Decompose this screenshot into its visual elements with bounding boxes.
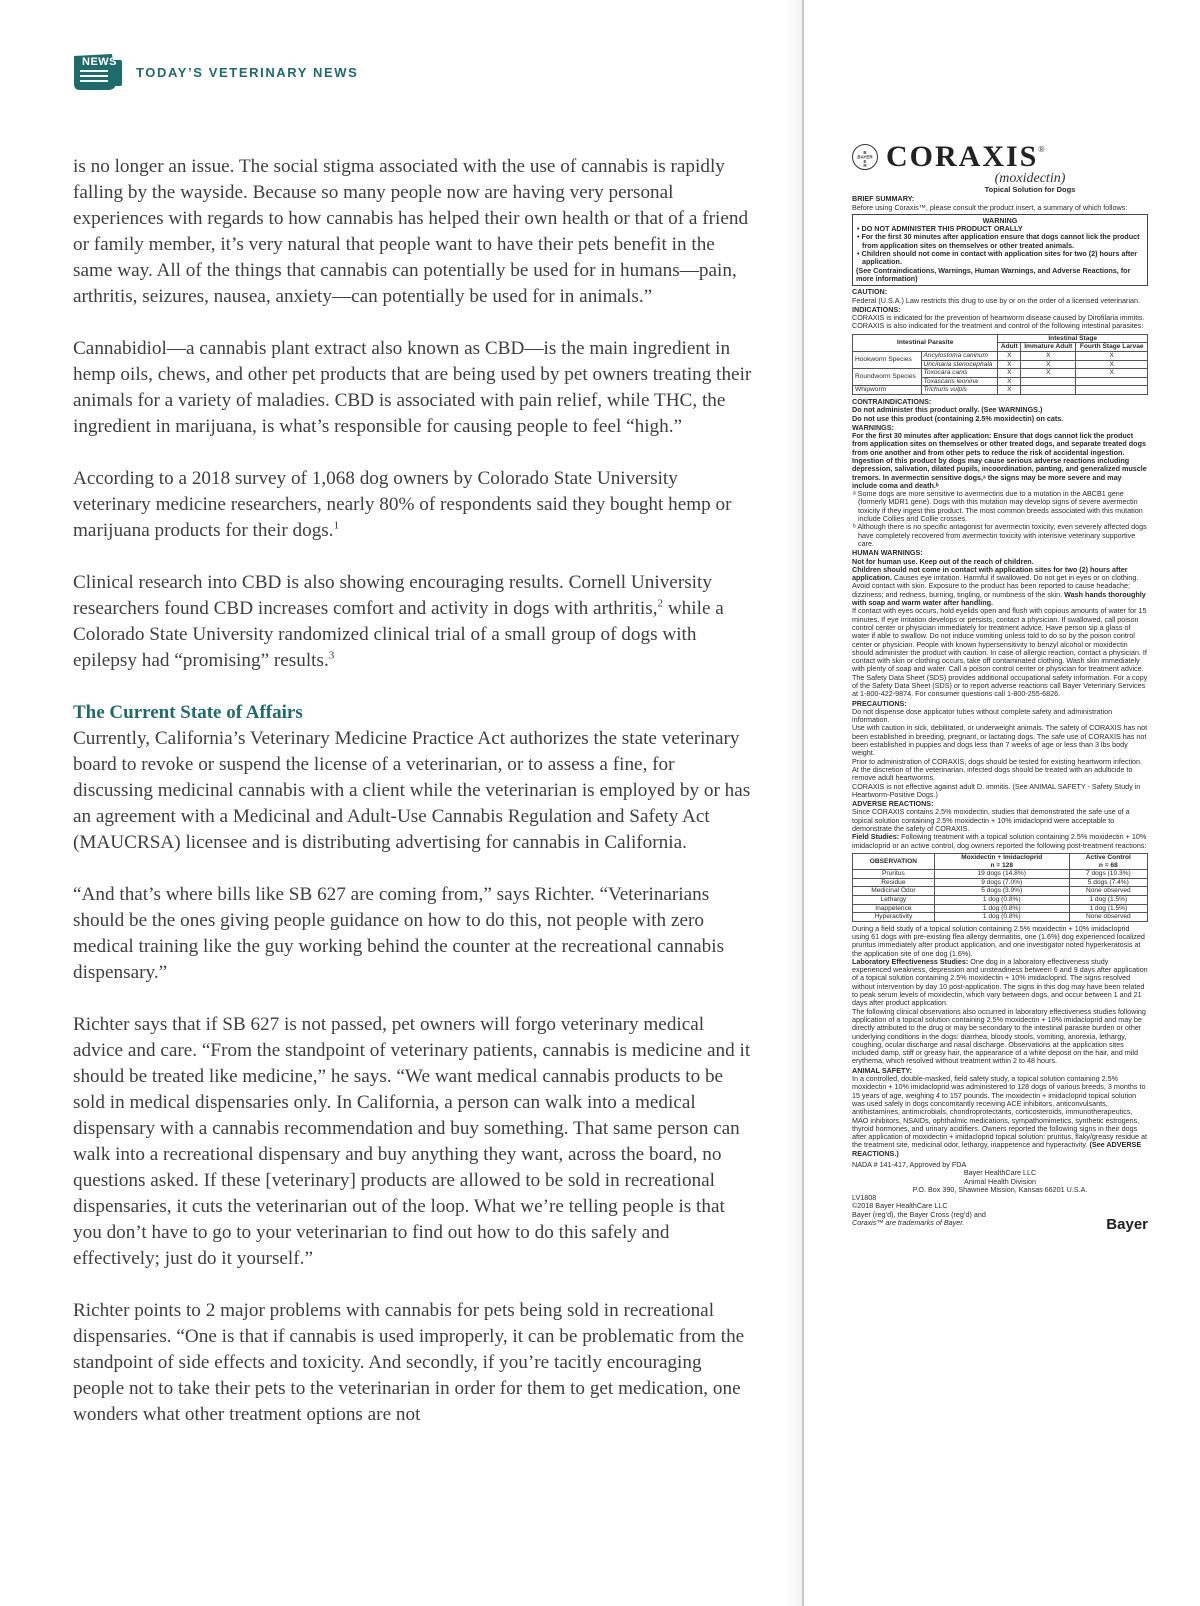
precaution-1: Do not dispense dose applicator tubes without complete safety and administration information. [852,706,1113,725]
address-line-3: P.O. Box 390, Shawnee Mission, Kansas 66201 U.S.A. [912,1184,1088,1194]
svg-text:BAYER: BAYER [857,154,873,160]
observation-header: OBSERVATION [853,853,935,869]
table-cell: X [1076,369,1148,378]
contraindication-2: Do not use this product (containing 2.5% moxidectin) on cats. [852,413,1064,423]
animal-safety-text: In a controlled, double-masked, field safety study, a topical solution containing 2.5% moxidectin + 10% imidacloprid was administered to 128 dogs of various breeds, 3 months to 15 years of age, weighing 4 to 157 pounds. The moxidectin + imidacloprid topical solution was used safely in dogs concomitantly receiving ACE inhibitors, anticonvulsants, antihistamines, antimicrobials, chondroprotectants, corticosteroids, immunotherapeutics, MAO inhibitors, NSAIDs, ophthalmic medications, sympathomimetics, synthetic estrogens, thyroid hormones, and urinary acidifiers. Owners reported the following signs in their dogs after application of moxidectin + imidacloprid topical solution: pruritus, flaky/greasy residue at the treatment site, medicinal odor, lethargy, inappetence and hyperactivity. [852,1074,1148,1150]
table-cell [1076,377,1148,386]
svg-text:E: E [863,159,867,165]
adult-header: Adult [998,343,1021,352]
human-warning-6: The Safety Data Sheet (SDS) provides additional occupational safety information. For a copy of the Safety Data Sheet (SDS) or to report adverse reactions call Bayer Veterinary Services at 1-800-422-9874. For consumer questions call 1-800-255-6826. [852,672,1148,699]
immature-header: Immature Adult [1021,343,1076,352]
contraindication-1: Do not administer this product orally. (See WARNINGS.) [852,405,1043,415]
table-row [853,895,1148,904]
table-row [853,887,1148,896]
trademark-line-2: Coraxis™ are trademarks of Bayer. [852,1218,965,1228]
table-cell: Trichuris vulpis [921,386,998,395]
fourth-stage-header: Fourth Stage Larvae [1076,343,1148,352]
stage-header: Intestinal Stage [998,334,1148,343]
svg-text:R: R [863,163,867,168]
field-studies [852,833,1148,850]
human-warning-5: If contact with eyes occurs, hold eyelids open and flush with copious amounts of water for 15 minutes. If eye irritation develops or persists, contact a physician. If swallowed, call poison control center or physician immediately for treatment advice. Have person sip a glass of water if able to swallow. Do not induce vomiting unless told to do so by the poison control center or physician. People with known hypersensitivity to benzyl alcohol or moxidectin should administer the product with caution. In case of allergic reaction, contact a physician. If contact with skin or clothing occurs, take off contaminated clothing. Wash skin immediately with plenty of soap and water. Call a poison control center or physician for treatment advice. [852,606,1147,674]
table-cell: X [998,351,1021,360]
warning-title: WARNING [982,215,1018,225]
field-studies-text: Following treatment with a topical solution containing 2.5% moxidectin + 10% imidacloprid or an active control, dog owners reported the following post-treatment reactions: [852,832,1147,850]
newspaper-icon [72,52,126,92]
trademark-line-1: Bayer (reg’d), the Bayer Cross (reg’d) and [852,1209,986,1219]
table-cell: Residue [853,878,935,887]
paragraph-1: is no longer an issue. The social stigma associated with the use of cannabis is rapidly falling by the wayside. Because so many people now are having very personal experiences with regards to how cannabis has helped their own health or that of a friend or family member, it’s very natural that people want to have their pets benefit in the same way. All of the things that cannabis can potentially be used for in humans—pain, arthritis, seizures, nausea, anxiety—can potentially be used for in animals.” [73,156,749,307]
paragraph-4-text-b: while a Colorado State University randomized clinical trial of a small group of dogs with epilepsy had “promising” results. [73,598,724,671]
table-cell: X [998,369,1021,378]
svg-text:B: B [863,150,867,155]
table-cell: 19 dogs (14.8%) [934,870,1069,879]
human-warning-block [852,566,1148,607]
adverse-reactions-title: ADVERSE REACTIONS: [852,799,934,809]
warnings-text: For the first 30 minutes after application: Ensure that dogs cannot lick the product from application sites on themselves or other treated dogs, and separate treated dogs from one another and from other pets to reduce the risk of accidental ingestion. Ingestion of this product by dogs may cause serious adverse reactions including depression, salivation, dilated pupils, incoordination, panting, and generalized muscle tremors. In avermectin sensitive dogs,ᵃ the signs may be more severe and may include coma and death.ᵇ [852,431,1147,490]
adverse-reactions-text: Since CORAXIS contains 2.5% moxidectin, studies that demonstrated the safe use of a topical solution containing 2.5% moxidectin + 10% imidacloprid were acceptable to demonstrate the safety of CORAXIS. [852,807,1130,834]
table-cell: 5 dogs (3.9%) [934,887,1069,896]
table-row [853,386,1148,395]
table-cell: 9 dogs (7.0%) [934,878,1069,887]
drug-label [852,139,1148,1234]
human-warning-4: Wash hands thoroughly with soap and warm water after handling. [852,589,1146,608]
address-line-1: Bayer HealthCare LLC [963,1168,1037,1178]
publication-title: TODAY’S VETERINARY NEWS [136,64,359,80]
paragraph-2: Cannabidiol—a cannabis plant extract also known as CBD—is the main ingredient in hemp oils, chews, and other pet products that are being used by pet owners treating their animals for a variety of maladies. CBD is associated with pain relief, while THC, the ingredient in marijuana, is what’s responsible for causing people to feel “high.” [73,338,752,437]
paragraph-4 [73,570,753,674]
copyright: ©2018 Bayer HealthCare LLC [852,1201,948,1211]
footnote-ref-1: 1 [333,519,340,532]
table-cell: X [998,386,1021,395]
table-cell: X [998,360,1021,369]
news-icon-label: NEWS [82,56,117,68]
contraindications-title: CONTRAINDICATIONS: [852,396,932,406]
field-studies-2: During a field study of a topical solution containing 2.5% moxidectin + 10% imidacloprid using 61 dogs with pre-existing flea allergy dermatitis, one (1.6%) dog experienced localized pruritus immediately after product application, and one investigator noted hyperkeratosis at the application site of one dog (1.6%). [852,923,1145,958]
table-cell: Hyperactivity [853,913,935,922]
indications-text: CORAXIS is indicated for the prevention of heartworm disease caused by Dirofilaria immitis. CORAXIS is also indicated for the treatment and control of the following intestinal parasites: [852,313,1145,331]
table-cell: Roundworm Species [853,369,922,386]
human-warnings-title: HUMAN WARNINGS: [852,548,923,558]
lv-code: LV1808 [852,1193,877,1203]
control-header-label: Active Control [1085,853,1131,861]
table-row [853,369,1148,378]
paragraph-6: “And that’s where bills like SB 627 are coming from,” says Richter. “Veterinarians should be the ones giving people guidance on how to do this, not people with zero medical training like the guy working behind the counter at the recreational cannabis dispensary.” [73,884,725,983]
page-header [72,52,358,92]
lab-studies [852,958,1148,1008]
nada-number: NADA # 141-417, Approved by FDA [852,1160,967,1169]
label-footer [852,1193,1148,1234]
field-studies-title: Field Studies: [852,832,900,842]
parasite-table [852,334,1148,395]
table-cell: Pruritus [853,870,935,879]
warning-item-3: • Children should not come in contact with application sites for two (2) hours after application. [857,249,1138,267]
table-cell: Hookworm Species [853,351,922,368]
indications-title: INDICATIONS: [852,304,901,314]
generic-name: (moxidectin) [994,171,1066,186]
paragraph-4-text-a: Clinical research into CBD is also showing encouraging results. Cornell University researchers found CBD increases comfort and activity in dogs with arthritis, [73,572,712,619]
table-cell: Inappetence [853,904,935,913]
table-cell: 1 dog (0.8%) [934,913,1069,922]
table-cell: X [998,377,1021,386]
gutter-shade [785,0,802,1606]
table-row [853,878,1148,887]
table-cell: X [1076,351,1148,360]
paragraph-8: Richter points to 2 major problems with cannabis for pets being sold in recreational dispensaries. “One is that if cannabis is used improperly, it can be problematic from the standpoint of side effects and toxicity. And secondly, if you’re tacitly encouraging people not to take their pets to the veterinarian in order for them to get medication, one wonders what other treatment options are not [73,1300,745,1425]
bayer-cross-logo [852,144,878,170]
table-cell: Whipworm [853,386,922,395]
brand-logo-row [852,139,1148,173]
paragraph-5: Currently, California’s Veterinary Medicine Practice Act authorizes the state veterinary board to revoke or suspend the license of a veterinarian, or to assess a fine, for discussing medicinal cannabis with a client while the veterinarian is employed by or has an agreement with a Medicinal and Adult-Use Cannabis Regulation and Safety Act (MAUCRSA) licensee and is distributing advertising for cannabis in California. [73,728,751,853]
table-cell: Toxocara canis [921,369,998,378]
warnings-title: WARNINGS: [852,422,894,432]
caution-title: CAUTION: [852,287,888,297]
table-cell: None observed [1069,913,1147,922]
warning-item-1: • DO NOT ADMINISTER THIS PRODUCT ORALLY [857,224,1023,234]
table-cell: Medicinal Odor [853,887,935,896]
table-row [853,913,1148,922]
bayer-wordmark: Bayer [1106,1216,1148,1234]
footnote-ref-3: 3 [328,649,335,662]
table-cell: X [1021,369,1076,378]
precaution-3: Prior to administration of CORAXIS, dogs should be tested for existing heartworm infection. At the discretion of the veterinarian, infected dogs should be treated with an adulticide to remove adult heartworms. [852,756,1143,783]
address-line-2: Animal Health Division [964,1176,1036,1186]
human-warning-1: Not for human use. Keep out of the reach of children. [852,556,1034,566]
lab-studies-text: One dog in a laboratory effectiveness study experienced weakness, depression and unsteadiness between 6 and 9 days after application of a topical solution containing 2.5% moxidectin + 10% imidacloprid. The signs resolved without intervention by day 10 post-application. The signs in this dog may have been related to peak serum levels of moxidectin, which vary between dogs, and occur between 1 and 21 days after product application. [852,956,1148,1008]
animal-safety-see: (See ADVERSE REACTIONS.) [852,1140,1142,1158]
dosage-form: Topical Solution for Dogs [984,185,1076,194]
footnote-b: ᵇ Although there is no specific antagonist for avermectin toxicity, even severely affected dogs have completely recovered from avermectin toxicity with intensive veterinary supportive care. [853,522,1147,548]
paragraph-7: Richter says that if SB 627 is not passed, pet owners will forgo veterinary medical advice and care. “From the standpoint of veterinary patients, cannabis is medicine and it should be treated like medicine,” he says. “We want medical cannabis products to be sold in medical dispensaries only. In California, a person can walk into a medical dispensary with a cannabis recommendation and buy something. That same person can walk into a recreational dispensary and buy anything they want, across the board, no questions asked. If these [veterinary] products are allowed to be sold in recreational dispensaries, it cuts the veterinarian out of the loop. What we’re telling people is that you don’t have to go to your veterinarian to find out how to do this safely and effectively; just do it yourself.” [73,1014,751,1269]
precautions-title: PRECAUTIONS: [852,698,907,708]
table-cell: 1 dog (1.5%) [1069,904,1147,913]
precaution-2: Use with caution in sick, debilitated, or underweight animals. The safety of CORAXIS has not been established in breeding, pregnant, or lactating dogs. The safe use of CORAXIS has not been established in puppies and dogs less than 7 weeks of age or less than 3 lbs body weight. [852,723,1148,758]
table-row [853,870,1148,879]
human-warning-3: Causes eye irritation. Harmful if swallowed. Do not get in eyes or on clothing. Avoid contact with skin. Exposure to the product has been reported to cause headache; dizziness; and redness, burning, tingling, or numbness of the skin. [852,573,1139,599]
table-cell: Lethargy [853,895,935,904]
control-header [1069,853,1147,869]
parasite-header: Intestinal Parasite [853,334,998,351]
table-cell: Ancylostoma caninum [921,351,998,360]
brand-registered-mark: ® [1038,145,1045,154]
observation-table [852,853,1148,922]
paragraph-3-text: According to a 2018 survey of 1,068 dog owners by Colorado State University veterinary medicine researchers, nearly 80% of respondents said they bought hemp or marijuana products for their dogs. [73,468,732,541]
moxidectin-header-n: n = 128 [990,861,1013,869]
table-cell: Toxascaris leonina [921,377,998,386]
lab-studies-title: Laboratory Effectiveness Studies: [852,956,969,966]
table-cell: 5 dogs (7.4%) [1069,878,1147,887]
table-row [853,904,1148,913]
table-cell: 7 dogs (10.3%) [1069,870,1147,879]
warning-item-2: • For the first 30 minutes after application ensure that dogs cannot lick the product from application sites on themselves or other treated animals. [857,232,1140,250]
article-body [73,154,753,1454]
lab-studies-2: The following clinical observations also occurred in laboratory effectiveness studies following application of a topical solution containing 2.5% moxidectin + 10% imidacloprid and may be directly attributed to the drug or may be secondary to the intestinal parasite burden or other underlying conditions in the dogs: diarrhea, bloody stools, vomiting, anorexia, lethargy, coughing, ocular discharge and nasal discharge. Observations at the application sites included damp, stiff or greasy hair, the appearance of a white deposit on the hair, and mild erythema, which resolved without treatment within 2 to 48 hours. [852,1006,1146,1066]
animal-safety-title: ANIMAL SAFETY: [852,1065,913,1075]
precaution-4: CORAXIS is not effective against adult D. immitis. (See ANIMAL SAFETY - Safety Study in Heartworm-Positive Dogs.) [852,781,1141,799]
table-cell: 1 dog (0.8%) [934,904,1069,913]
table-cell: X [1021,351,1076,360]
human-warning-2: Children should not come in contact with application sites for two (2) hours after application. [852,564,1128,583]
table-cell: None observed [1069,887,1147,896]
table-cell: Uncinaria stenocephala [921,360,998,369]
brand-name: CORAXIS [886,139,1039,173]
paragraph-3 [73,466,753,544]
brief-summary-text: Before using Coraxis™, please consult the product insert, a summary of which follows: [852,202,1128,212]
table-cell: X [1021,360,1076,369]
table-cell: 1 dog (0.8%) [934,895,1069,904]
table-cell: 1 dog (1.5%) [1069,895,1147,904]
footnote-ref-2: 2 [657,597,664,610]
table-cell [1021,386,1076,395]
caution-text: Federal (U.S.A.) Law restricts this drug to use by or on the order of a licensed veterinarian. [852,295,1141,305]
table-cell [1076,386,1148,395]
table-cell [1021,377,1076,386]
footnote-a: ᵃ Some dogs are more sensitive to avermectins due to a mutation in the ABCB1 gene (formerly MDR1 gene). Dogs with this mutation may develop signs of severe avermectin toxicity if they ingest this product. The most common breeds associated with this mutation include Collies and Collie crosses. [853,489,1143,524]
warning-box [852,214,1148,286]
brief-summary-title: BRIEF SUMMARY: [852,194,915,204]
moxidectin-header [934,853,1069,869]
control-header-n: n = 68 [1098,861,1118,869]
page-divider [802,0,804,1606]
moxidectin-header-label: Moxidectin + Imidacloprid [961,853,1043,861]
table-cell: X [1076,360,1148,369]
section-heading: The Current State of Affairs [73,702,303,723]
table-row [853,351,1148,360]
animal-safety [852,1075,1148,1158]
warning-item-4: (See Contraindications, Warnings, Human Warnings, and Adverse Reactions, for more information) [856,265,1131,283]
